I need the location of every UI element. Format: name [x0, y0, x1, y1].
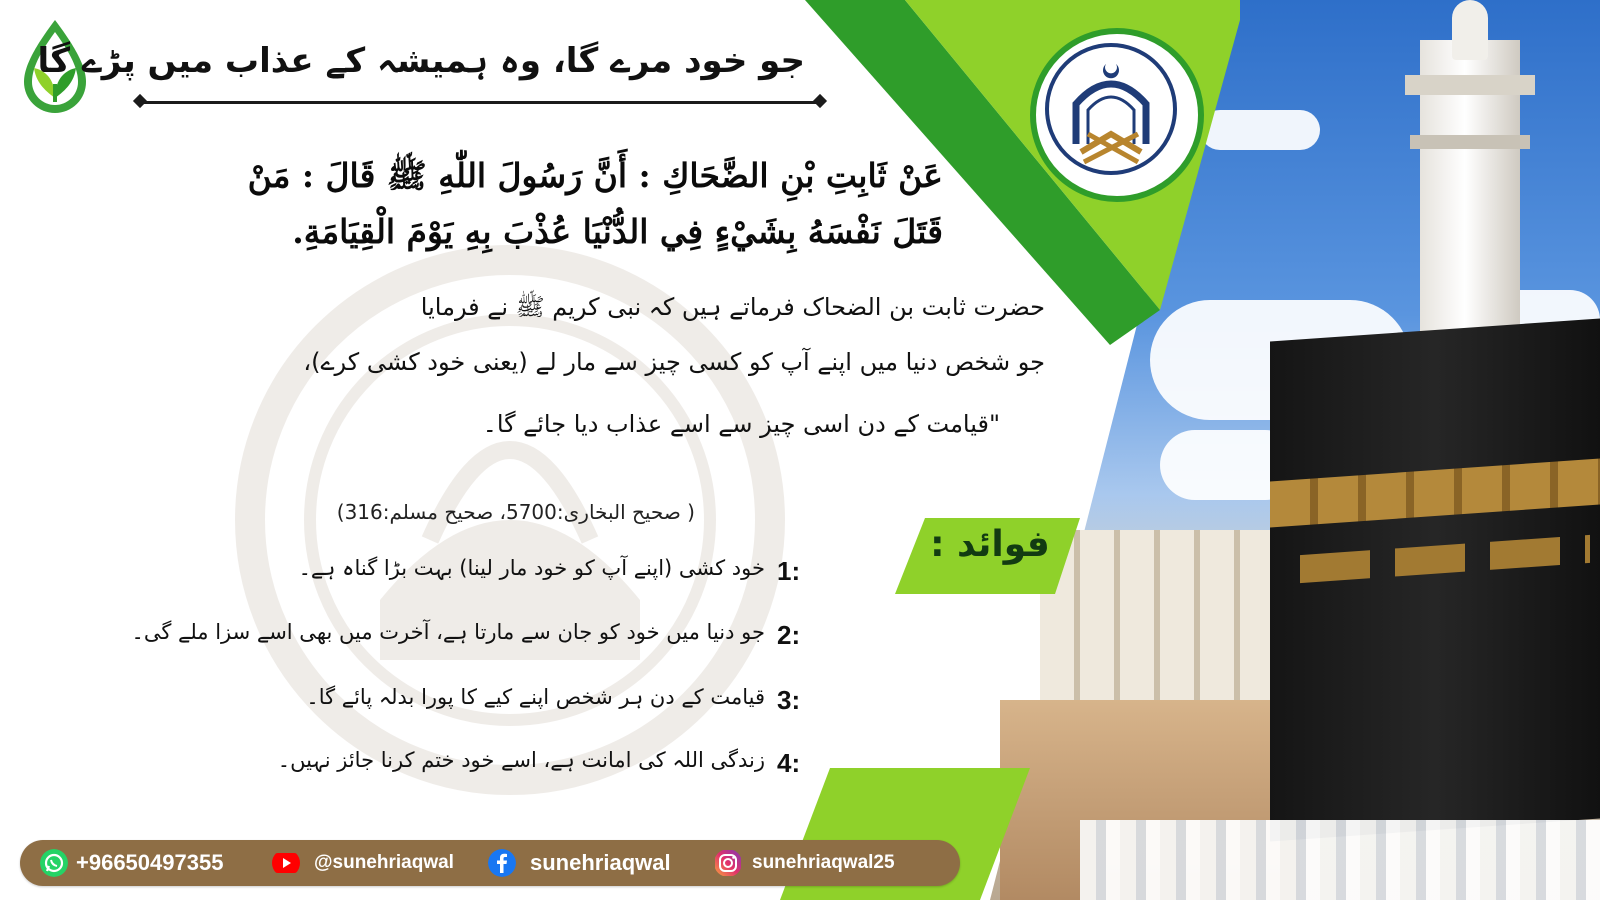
- minaret-top: [1452, 0, 1488, 60]
- point-text: قیامت کے دن ہر شخص اپنے کیے کا پورا بدلہ پائے گا۔: [306, 685, 765, 709]
- instagram-handle[interactable]: sunehriaqwal25: [752, 852, 895, 873]
- whatsapp-icon[interactable]: [40, 849, 68, 877]
- youtube-icon[interactable]: [272, 849, 300, 877]
- title-divider: [140, 101, 820, 104]
- minaret-balcony: [1405, 75, 1535, 95]
- youtube-handle[interactable]: @sunehriaqwal: [314, 852, 454, 873]
- point-number: 1:: [777, 556, 801, 586]
- minaret-balcony: [1410, 135, 1530, 149]
- point-text: زندگی اللہ کی امانت ہے، اسے خود ختم کرنا جائز نہیں۔: [277, 748, 765, 772]
- facebook-icon[interactable]: [488, 849, 516, 877]
- whatsapp-number[interactable]: +96650497355: [76, 850, 224, 875]
- cloud: [1200, 110, 1320, 150]
- point-text: جو دنیا میں خود کو جان سے مارتا ہے، آخرت میں بھی اسے سزا ملے گی۔: [131, 620, 765, 644]
- instagram-icon[interactable]: [714, 849, 742, 877]
- point-number: 2:: [777, 620, 801, 650]
- fawaid-heading: فوائد :: [930, 524, 1050, 565]
- arabic-hadith-line-2: قَتَلَ نَفْسَهُ بِشَيْءٍ فِي الدُّنْيَا عُذْبَ بِهِ يَوْمَ الْقِيَامَةِ.: [292, 212, 943, 251]
- pilgrims-crowd: [1080, 820, 1600, 900]
- hadith-reference: ( صحیح البخاری:5700، صحیح مسلم:316): [336, 500, 695, 524]
- page-title: جو خود مرے گا، وہ ہمیشہ کے عذاب میں پڑے گا: [37, 41, 805, 81]
- point-text: خود کشی (اپنے آپ کو خود مار لینا) بہت بڑا گناہ ہے۔: [298, 556, 765, 580]
- facebook-handle[interactable]: sunehriaqwal: [530, 850, 671, 875]
- mosque-quran-emblem: [1030, 28, 1204, 202]
- urdu-translation-line-3: "قیامت کے دن اسی چیز سے اسے عذاب دیا جائے گا۔: [482, 410, 1000, 438]
- urdu-translation-line-1: حضرت ثابت بن الضحاک فرماتے ہیں کہ نبی کریم ﷺ نے فرمایا: [420, 293, 1045, 321]
- urdu-translation-line-2: جو شخص دنیا میں اپنے آپ کو کسی چیز سے مار لے (یعنی خود کشی کرے)،: [303, 348, 1045, 376]
- point-number: 4:: [777, 748, 801, 778]
- point-number: 3:: [777, 685, 801, 715]
- arabic-hadith-line-1: عَنْ ثَابِتِ بْنِ الضَّحَاكِ : أَنَّ رَسُولَ اللّٰهِ ﷺ قَالَ : مَنْ: [247, 156, 943, 195]
